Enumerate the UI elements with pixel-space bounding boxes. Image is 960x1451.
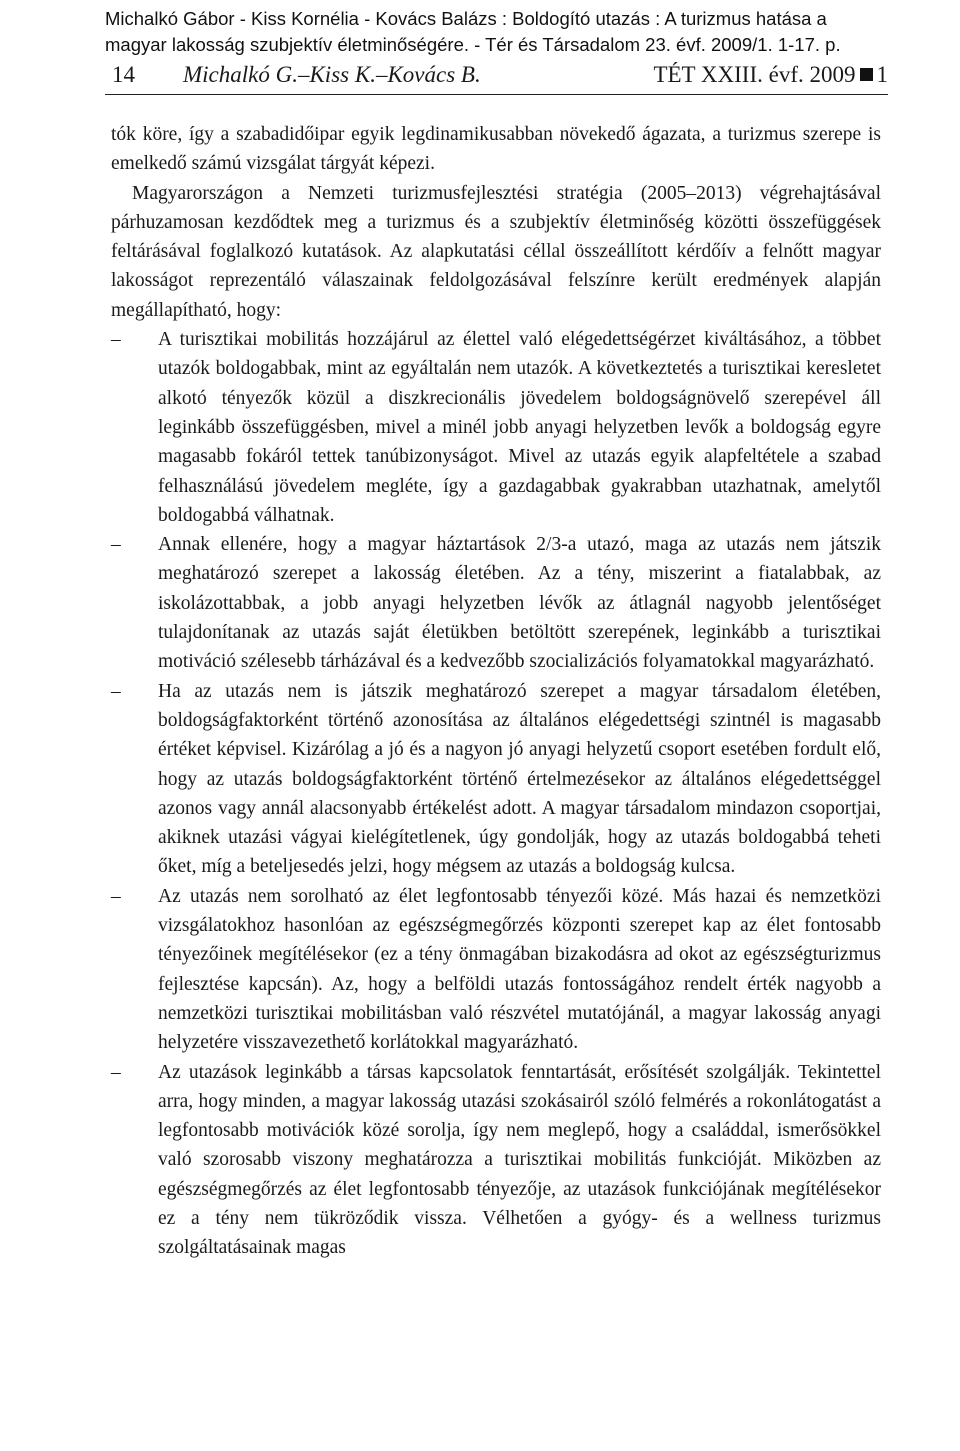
square-bullet-icon (860, 68, 873, 81)
dash-marker: – (111, 885, 121, 907)
list-item-text: Az utazás nem sorolható az élet legfontosabb tényezői közé. Más hazai és nemzetközi vizsgálatokhoz hasonlóan az egészségmegőrzés központi szerepet kap az élet fontosabb tényezőinek megítélésekor (ez a tény önmagában bizakodásra ad okot az egészségturizmus fejlesztése kapcsán). Az, hogy a belföldi utazás fontosságához rendelt érték nagyobb a nemzetközi turisztikai mobilitásban való részvétel mutatójánál, a magyar lakosság anyagi helyzetére visszavezethető korlátokkal magyarázható. (158, 885, 881, 1054)
running-header (105, 60, 888, 95)
findings-list (111, 325, 881, 1263)
issue-number: 1 (876, 62, 888, 87)
paragraph: Magyarországon a Nemzeti turizmusfejlesztési stratégia (2005–2013) végrehajtásával párhuzamosan kezdődtek meg a turizmus és a szubjektív életminőség közötti összefüggések feltárásával foglalkozó kutatások. Az alapkutatási céllal összeállított kérdőív a felnőtt magyar lakosságot reprezentáló válaszainak feldolgozásával felszínre került eredmények alapján megállapítható, hogy: (111, 182, 881, 321)
page-number: 14 (112, 62, 135, 87)
dash-marker: – (111, 329, 121, 351)
list-item-text: Annak ellenére, hogy a magyar háztartások 2/3-a utazó, maga az utazás nem játszik meghatározó szerepet a lakosság életében. Az a tény, miszerint a fiatalabbak, az iskolázottabbak, a jobb anyagi helyzetben lévők az átlagnál nagyobb jelentőséget tulajdonítanak az utazás saját életükben betöltött szerepének, leginkább a turisztikai motiváció szélesebb tárházával és a kedvezőbb szocializációs folyamatokkal magyarázható. (158, 534, 881, 673)
dash-marker: – (111, 680, 121, 702)
list-item (111, 882, 881, 1058)
body-text (111, 120, 881, 1263)
journal-info (653, 60, 888, 90)
list-item (111, 677, 881, 882)
list-item-text: Az utazások leginkább a társas kapcsolatok fenntartását, erősítését szolgálják. Tekintettel arra, hogy minden, a magyar lakosság utazási szokásairól szóló felmérés a rokonlátogatást a legfontosabb motivációk közé sorolja, így nem meglepő, hogy a családdal, ismerősökkel való szorosabb viszony meghatározza a turisztikai mobilitás funkcióját. Miközben az egészségmegőrzés az élet legfontosabb tényezője, az utazások funkciójának megítélésekor ez a tény nem tükröződik vissza. Vélhetően a gyógy- és a wellness turizmus szolgáltatásainak magas (158, 1061, 881, 1259)
list-item (111, 325, 881, 530)
dash-marker: – (111, 1061, 121, 1083)
journal-name: TÉT XXIII. évf. 2009 (653, 62, 856, 87)
citation-header: Michalkó Gábor - Kiss Kornélia - Kovács Balázs : Boldogító utazás : A turizmus hatása a magyar lakosság szubjektív életminőségére. - Tér és Társadalom 23. évf. 2009/1. 1-17. p. (105, 8, 841, 55)
list-item (111, 530, 881, 676)
dash-marker: – (111, 534, 121, 556)
list-item-text: A turisztikai mobilitás hozzájárul az élettel való elégedettségérzet kiváltásához, a többet utazók boldogabbak, mint az egyáltalán nem utazók. A következtetés a turisztikai keresletet alkotó tényezők közül a diszkrecionális jövedelem boldogságnövelő szerepével áll leginkább összefüggésben, mivel a minél jobb anyagi helyzetben levők a boldogság egyre magasabb fokáról tettek tanúbizonyságot. Mivel az utazás egyik alapfeltétele a szabad felhasználású jövedelem megléte, így a gazdagabbak gyakrabban utazhatnak, amelytől boldogabbá válhatnak. (158, 329, 881, 526)
paragraph: tók köre, így a szabadidőipar egyik legdinamikusabban növekedő ágazata, a turizmus szerepe is emelkedő számú vizsgálat tárgyát képezi. (111, 124, 881, 175)
list-item-text: Ha az utazás nem is játszik meghatározó szerepet a magyar társadalom életében, boldogságfaktorként történő azonosítása az általános elégedettségi szintnél is magasabb értéket képvisel. Kizárólag a jó és a nagyon jó anyagi helyzetű csoport esetében fordult elő, hogy az utazás boldogságfaktorként történő értelmezésekor az általános elégedettséggel azonos vagy annál alacsonyabb értékelést adott. A magyar társadalom mindazon csoportjai, akiknek utazási vágyai kielégítetlenek, úgy gondolják, hogy az utazás boldogabbá teheti őket, míg a beteljesedés jelzi, hogy mégsem az utazás a boldogság kulcsa. (158, 680, 881, 878)
list-item (111, 1058, 881, 1263)
running-authors: Michalkó G.–Kiss K.–Kovács B. (183, 62, 481, 87)
